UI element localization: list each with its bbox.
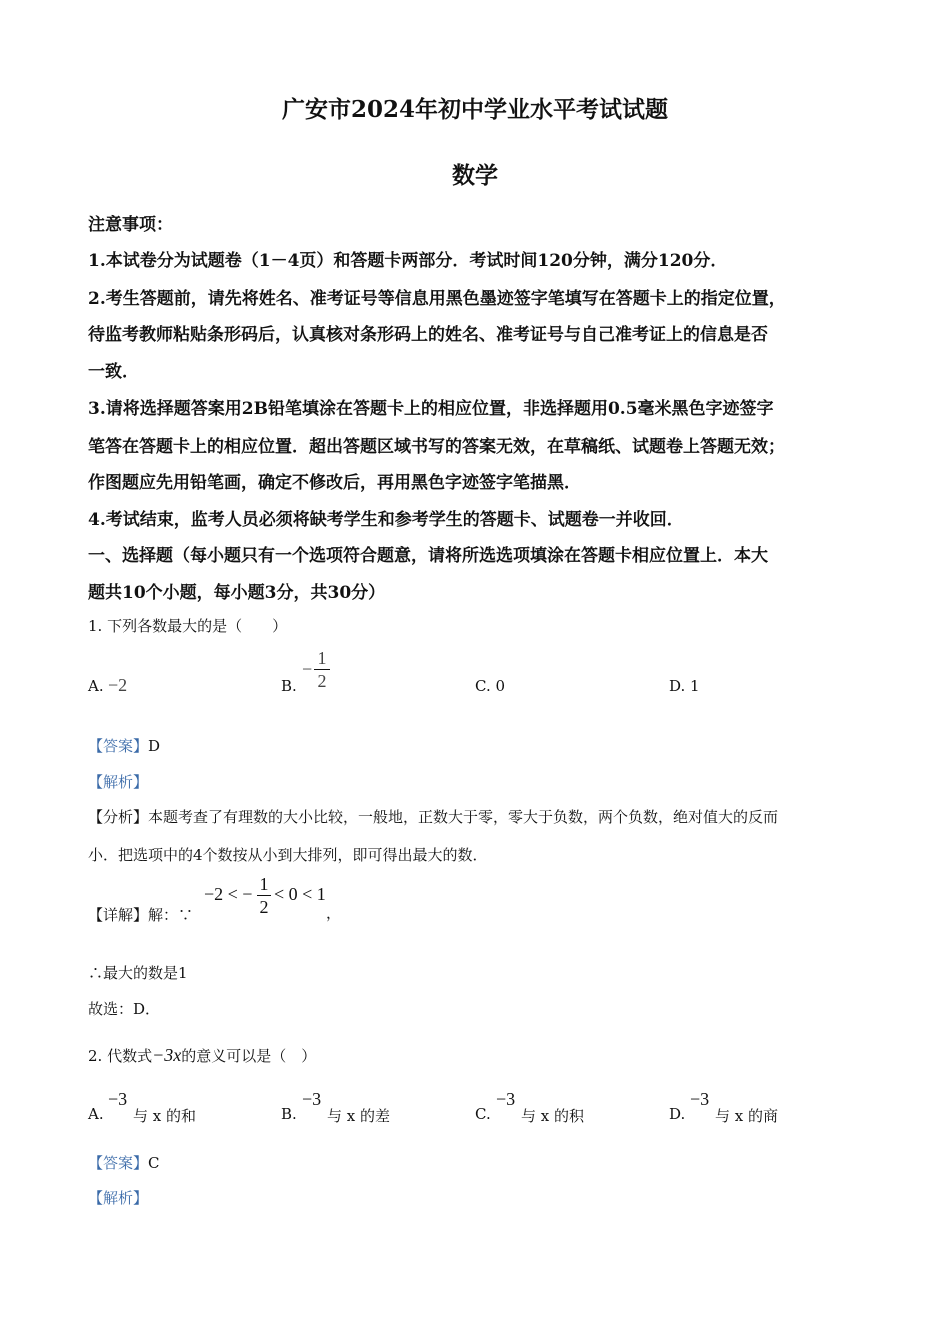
q2-stem-after: 的意义可以是（ ） bbox=[181, 1047, 317, 1065]
q2-answer: C bbox=[148, 1154, 160, 1172]
q2-answer-line bbox=[88, 1152, 160, 1173]
exam-title: 广安市2024年初中学业水平考试试题 bbox=[281, 96, 668, 123]
section-heading-line-2: 题共10个小题，每小题3分，共30分） bbox=[88, 583, 386, 603]
q1-fenxi-line-1 bbox=[88, 806, 778, 827]
q1-detail-comma: ， bbox=[326, 904, 342, 922]
q1-detail-label bbox=[88, 904, 193, 925]
q1-option-b-sign: − bbox=[302, 659, 313, 679]
fenxi-tag: 【分析】 bbox=[88, 808, 149, 826]
q1-conclusion: ∴最大的数是1 bbox=[88, 964, 188, 982]
q1-detail-numerator: 1 bbox=[259, 874, 269, 894]
notice-item-2-line-3: 一致． bbox=[88, 362, 139, 382]
subject-title: 数学 bbox=[452, 162, 498, 189]
q2-stem-before: 2. 代数式 bbox=[88, 1047, 153, 1065]
notice-item-2-line-2: 待监考教师粘贴条形码后，认真核对条形码上的姓名、准考证号与自己准考证上的信息是否 bbox=[88, 325, 768, 345]
q1-detail-left: −2 < − bbox=[204, 884, 253, 904]
q2-option-d-text: 与 x 的商 bbox=[715, 1107, 778, 1125]
q2-option-a-label: A. bbox=[88, 1105, 104, 1123]
q1-option-a-value: −2 bbox=[108, 675, 128, 695]
notice-item-3-line-1: 3.请将选择题答案用2B铅笔填涂在答题卡上的相应位置，非选择题用0.5毫米黑色字迹签字 bbox=[88, 399, 774, 419]
q2-stem bbox=[88, 1045, 316, 1066]
q2-option-c-number: −3 bbox=[496, 1089, 516, 1109]
q1-detail-denominator: 2 bbox=[259, 897, 269, 917]
notice-item-3-line-3: 作图题应先用铅笔画，确定不修改后，再用黑色字迹签字笔描黑． bbox=[88, 473, 581, 493]
q2-option-b-text: 与 x 的差 bbox=[327, 1107, 390, 1125]
q2-analysis-tag: 【解析】 bbox=[88, 1189, 149, 1207]
q1-detail-fraction bbox=[257, 874, 271, 917]
q2-option-a-text: 与 x 的和 bbox=[133, 1107, 196, 1125]
notice-item-1: 1.本试卷分为试题卷（1－4页）和答题卡两部分．考试时间120分钟，满分120分． bbox=[88, 251, 728, 271]
q2-option-d-label: D. bbox=[669, 1105, 686, 1123]
answer-tag: 【答案】 bbox=[88, 737, 149, 755]
q2-option-b-number: −3 bbox=[302, 1089, 322, 1109]
q1-option-a-label: A. bbox=[88, 677, 104, 695]
notice-item-3-line-2: 笔答在答题卡上的相应位置．超出答题区域书写的答案无效，在草稿纸、试题卷上答题无效； bbox=[88, 437, 785, 457]
q2-option-b-label: B. bbox=[281, 1105, 297, 1123]
q2-option-c-label: C. bbox=[475, 1105, 491, 1123]
detail-tag: 【详解】 bbox=[88, 906, 149, 924]
q1-fenxi-line-2: 小．把选项中的4个数按从小到大排列，即可得出最大的数． bbox=[88, 846, 488, 864]
q2-option-a-number: −3 bbox=[108, 1089, 128, 1109]
notice-heading: 注意事项： bbox=[88, 215, 173, 235]
q2-option-c-text: 与 x 的积 bbox=[521, 1107, 584, 1125]
q1-choice: 故选：D． bbox=[88, 1000, 161, 1018]
q1-detail-prefix: 解：∵ bbox=[148, 906, 194, 924]
fraction-bar bbox=[314, 669, 330, 670]
q1-answer-line bbox=[88, 735, 160, 756]
fraction-bar bbox=[257, 895, 271, 896]
answer-tag: 【答案】 bbox=[88, 1154, 149, 1172]
q1-fenxi-text: 本题考查了有理数的大小比较，一般地，正数大于零，零大于负数，两个负数，绝对值大的反而 bbox=[148, 808, 779, 826]
q1-option-b-fraction bbox=[314, 648, 330, 691]
q1-answer: D bbox=[148, 737, 161, 755]
q1-stem: 1. 下列各数最大的是（ ） bbox=[88, 617, 288, 635]
q1-option-b-label: B. bbox=[281, 677, 297, 695]
q2-expression: −3x bbox=[152, 1045, 182, 1065]
notice-item-2-line-1: 2.考生答题前，请先将姓名、准考证号等信息用黑色墨迹签字笔填写在答题卡上的指定位置， bbox=[88, 289, 786, 309]
q1-option-c: C. 0 bbox=[475, 677, 506, 695]
q1-detail-right: < 0 < 1 bbox=[274, 884, 326, 904]
q2-option-d-number: −3 bbox=[690, 1089, 710, 1109]
q1-option-d: D. 1 bbox=[669, 677, 700, 695]
section-heading-line-1: 一、选择题（每小题只有一个选项符合题意，请将所选选项填涂在答题卡相应位置上．本大 bbox=[88, 546, 768, 566]
q1-option-b-denominator: 2 bbox=[317, 671, 327, 691]
q1-option-b-numerator: 1 bbox=[317, 648, 327, 668]
notice-item-4: 4.考试结束，监考人员必须将缺考学生和参考学生的答题卡、试题卷一并收回． bbox=[88, 510, 684, 530]
q1-analysis-tag: 【解析】 bbox=[88, 773, 149, 791]
